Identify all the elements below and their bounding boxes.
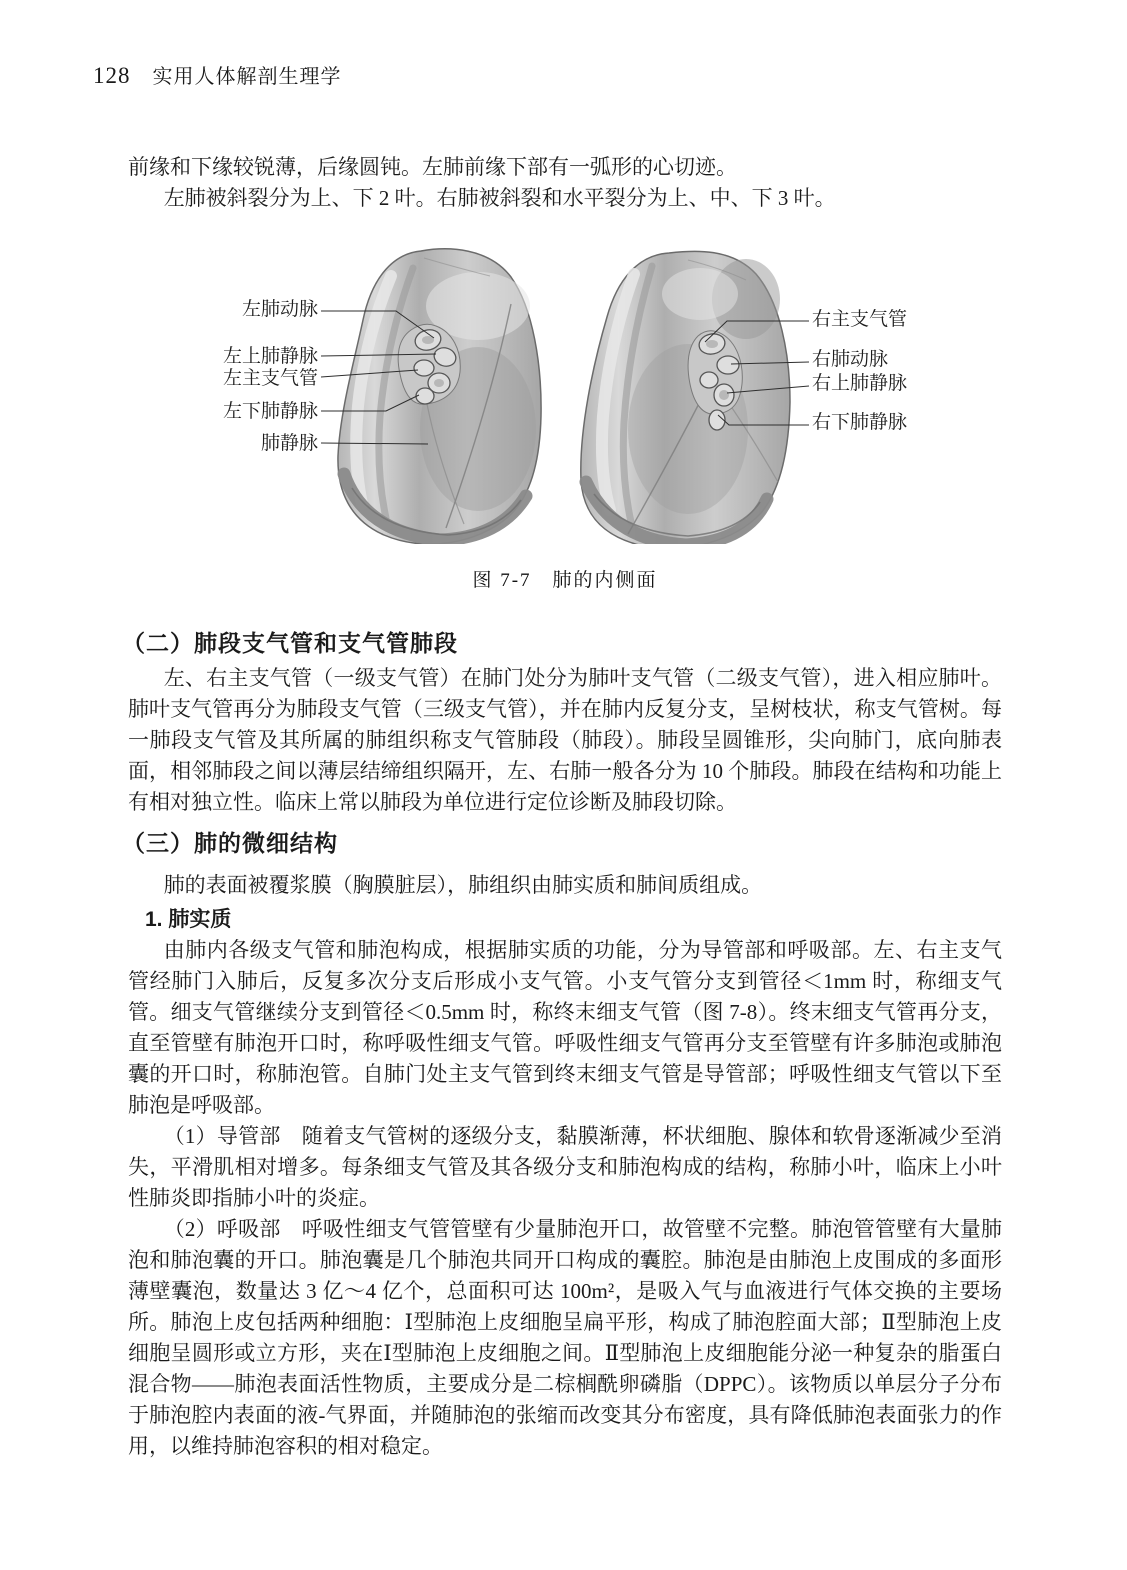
paragraph-bronchopulmonary-segments: 左、右主支气管（一级支气管）在肺门处分为肺叶支气管（二级支气管），进入相应肺叶。肺叶支气管再分为肺段支气管（三级支气管），并在肺内反复分支，呈树枝状，称支气管树。每一肺段支气管及其所属的肺组织称支气管肺段（肺段）。肺段呈圆锥形，尖向肺门，底向肺表面，相邻肺段之间以薄层结缔组织隔开，左、右肺一般各分为 10 个肺段。肺段在结构和功能上有相对独立性。临床上常以肺段为单位进行定位诊断及肺段切除。: [128, 666, 1002, 814]
right-lung-illustration: [581, 251, 790, 544]
page-header: [93, 60, 342, 89]
text-column: [122, 152, 1002, 1462]
paragraph-lung-lobes: 左肺被斜裂分为上、下 2 叶。右肺被斜裂和水平裂分为上、中、下 3 叶。: [163, 186, 836, 210]
figure-7-7: [128, 244, 1002, 592]
section-heading-lung-microstructure: （三）肺的微细结构: [122, 830, 338, 856]
page-number: 128: [93, 63, 131, 88]
figure-label-left-main-bronchus: 左主支气管: [222, 368, 318, 389]
section-heading-bronchopulmonary-segments: （二）肺段支气管和支气管肺段: [122, 630, 458, 656]
figure-label-right-superior-pulmonary-vein: 右上肺静脉: [812, 373, 908, 394]
paragraph-parenchyma-overview: 由肺内各级支气管和肺泡构成，根据肺实质的功能，分为导管部和呼吸部。左、右主支气管经肺门入肺后，反复多次分支后形成小支气管。小支气管分支到管径＜1mm 时，称细支气管。细支气管继续分支到管径＜0.5mm 时，称终末细支气管（图 7-8）。终末细支气管再分支，直至管壁有肺泡开口时，称呼吸性细支气管。呼吸性细支气管再分支至管壁有许多肺泡或肺泡囊的开口时，称肺泡管。自肺门处主支气管到终末细支气管是导管部；呼吸性细支气管以下至肺泡是呼吸部。: [128, 938, 1002, 1117]
paragraph-conducting-portion: （1）导管部 随着支气管树的逐级分支，黏膜渐薄，杯状细胞、腺体和软骨逐渐减少至消失，平滑肌相对增多。每条细支气管及其各级分支和肺泡构成的结构，称肺小叶，临床上小叶性肺炎即指肺小叶的炎症。: [128, 1124, 1002, 1210]
figure-label-right-pulmonary-artery: 右肺动脉: [812, 349, 889, 370]
figure-label-right-main-bronchus: 右主支气管: [812, 309, 908, 330]
left-lung-illustration: [338, 249, 541, 544]
figure-label-pulmonary-vein: 肺静脉: [260, 433, 318, 454]
paragraph-lung-borders: 前缘和下缘较锐薄，后缘圆钝。左肺前缘下部有一弧形的心切迹。: [128, 155, 737, 179]
figure-label-left-superior-pulmonary-vein: 左上肺静脉: [222, 346, 318, 367]
figure-label-right-inferior-pulmonary-vein: 右下肺静脉: [812, 412, 908, 433]
subheading-lung-parenchyma: 1. 肺实质: [145, 908, 232, 931]
paragraph-respiratory-portion: （2）呼吸部 呼吸性细支气管管壁有少量肺泡开口，故管壁不完整。肺泡管管壁有大量肺泡和肺泡囊的开口。肺泡囊是几个肺泡共同开口构成的囊腔。肺泡是由肺泡上皮围成的多面形薄壁囊泡，数量达 3 亿～4 亿个，总面积可达 100m²，是吸入气与血液进行气体交换的主要场所。肺泡上皮包括两种细胞：Ⅰ型肺泡上皮细胞呈扁平形，构成了肺泡腔面大部；Ⅱ型肺泡上皮细胞呈圆形或立方形，夹在Ⅰ型肺泡上皮细胞之间。Ⅱ型肺泡上皮细胞能分泌一种复杂的脂蛋白混合物——肺泡表面活性物质，主要成分是二棕榈酰卵磷脂（DPPC）。该物质以单层分子分布于肺泡腔内表面的液-气界面，并随肺泡的张缩而改变其分布密度，具有降低肺泡表面张力的作用，以维持肺泡容积的相对稳定。: [128, 1217, 1002, 1458]
figure-caption: 图 7-7 肺的内侧面: [472, 570, 658, 591]
figure-label-left-pulmonary-artery: 左肺动脉: [241, 299, 318, 320]
lungs-illustration: [128, 244, 1002, 544]
paragraph-lung-surface: 肺的表面被覆浆膜（胸膜脏层），肺组织由肺实质和肺间质组成。: [163, 873, 763, 897]
book-title: 实用人体解剖生理学: [152, 66, 342, 88]
figure-label-left-inferior-pulmonary-vein: 左下肺静脉: [222, 401, 318, 422]
